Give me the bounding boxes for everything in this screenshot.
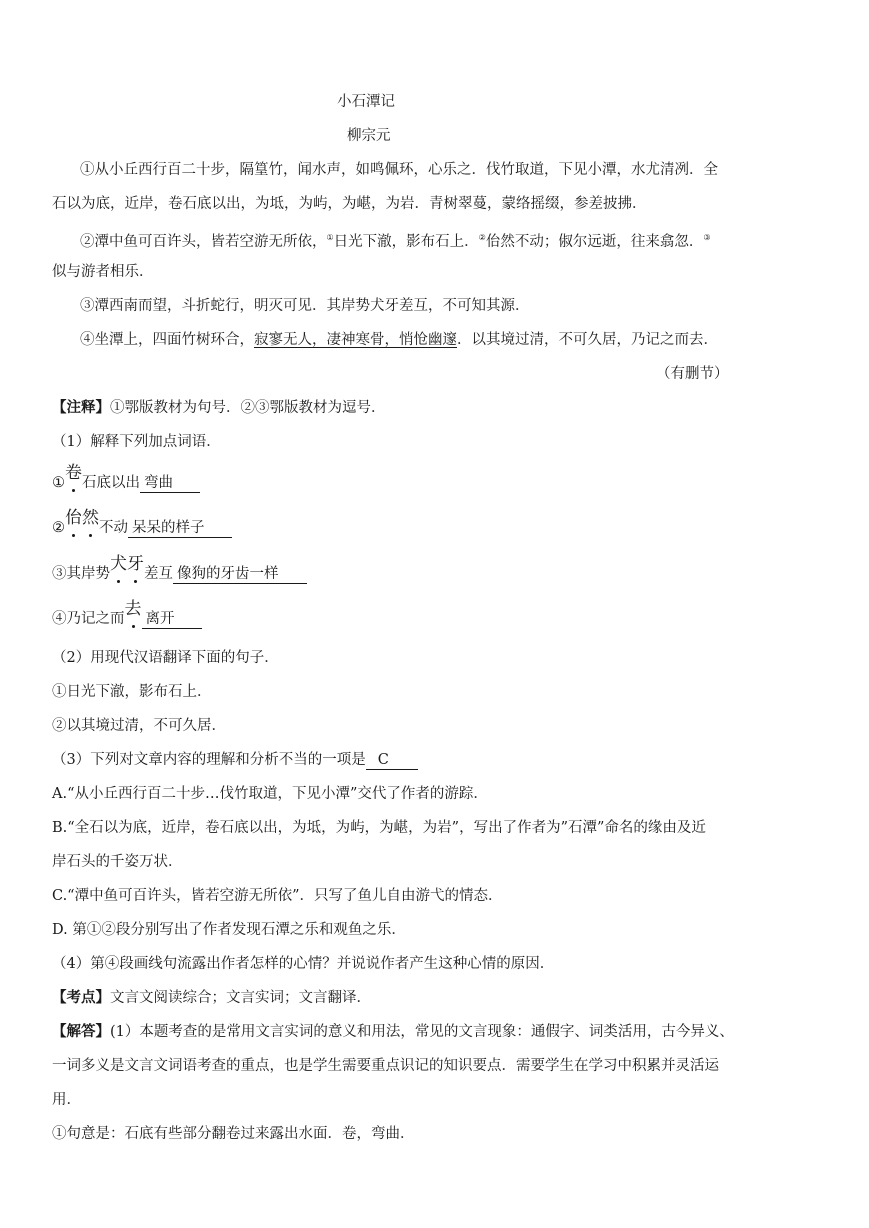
passage-author: 柳宗元 xyxy=(347,128,391,144)
q3-option-b-line-1: B.“全石以为底，近岸，卷石底以出，为坻，为屿，为嵁，为岩”，写出了作者为”石潭”命名的缘由及近 xyxy=(52,820,706,836)
footnote-mark-3: ③ xyxy=(703,233,711,242)
jieda-line-2: 一词多义是文言文词语考查的重点，也是学生需要重点识记的知识要点．需要学生在学习中积累并灵活运 xyxy=(52,1058,719,1074)
kaodian-label: 【考点】 xyxy=(52,989,110,1006)
emphasis-dots xyxy=(65,489,82,495)
q1-item-2-answer: 呆呆的样子 xyxy=(128,519,232,538)
q1-item-4-answer: 离开 xyxy=(142,610,202,629)
q3-option-d: D. 第①②段分别写出了作者发现石潭之乐和观鱼之乐． xyxy=(52,922,406,938)
q1-item-3-dotted-word xyxy=(110,554,144,574)
passage-paragraph-3: ③潭西南而望，斗折蛇行，明灭可见．其岸势犬牙差互，不可知其源． xyxy=(80,298,530,314)
p2-text-1: ②潭中鱼可百许头，皆若空游无所依， xyxy=(80,233,327,250)
annotation-text: ①鄂版教材为句号．②③鄂版教材为逗号． xyxy=(110,400,386,416)
q1-item-1-answer: 弯曲 xyxy=(140,474,200,493)
q1-item-3-num: ③ xyxy=(52,566,67,582)
footnote-mark-1: ① xyxy=(326,233,334,242)
emphasis-dots xyxy=(110,580,144,586)
q1-item-3-pre: 其岸势 xyxy=(66,566,110,582)
jieda-text-1: (1）本题考查的是常用文言实词的意义和用法，常见的文言现象：通假字、词类活用，古今异义、 xyxy=(110,1024,734,1040)
q1-item-4-pre: 乃记之而 xyxy=(66,611,125,627)
q1-item-1-word: 卷 xyxy=(65,463,82,483)
p4-text-pre: ④坐潭上，四面竹树环合， xyxy=(80,332,254,348)
q1-item-2 xyxy=(52,508,232,538)
q3-option-a: A.“从小丘西行百二十步…伐竹取道，下见小潭”交代了作者的游踪． xyxy=(52,786,488,802)
q1-item-2-text: 不动 xyxy=(99,520,128,536)
p4-text-post: ．以其境过清，不可久居，乃记之而去． xyxy=(457,332,718,348)
p2-text-3: 佁然不动；俶尔远逝，往来翕忽． xyxy=(485,233,704,250)
emphasis-dots xyxy=(65,534,99,540)
q1-item-3-text: 差互 xyxy=(144,566,173,582)
annotation-label: 【注释】 xyxy=(52,399,110,416)
jieda-line-3: 用． xyxy=(52,1092,81,1108)
passage-paragraph-2-line-2: 似与游者相乐． xyxy=(52,264,154,280)
q3-option-c: C.“潭中鱼可百许头，皆若空游无所依”．只写了鱼儿自由游弋的情态． xyxy=(52,888,503,904)
emphasis-dots xyxy=(125,625,142,631)
q1-item-1-dotted-word xyxy=(65,463,82,483)
jieda-line-1 xyxy=(52,1022,734,1042)
q1-stem: （1）解释下列加点词语． xyxy=(52,434,221,450)
q1-item-3-answer: 像狗的牙齿一样 xyxy=(173,565,307,584)
q2-stem: （2）用现代汉语翻译下面的句子． xyxy=(52,650,279,666)
q3-stem-line xyxy=(52,750,418,770)
q1-item-2-num: ② xyxy=(52,520,65,536)
q1-item-4 xyxy=(52,599,202,629)
q4-stem: （4）第④段画线句流露出作者怎样的心情？并说说作者产生这种心情的原因． xyxy=(52,956,555,972)
q1-item-1-text: 石底以出 xyxy=(82,475,140,491)
q3-option-b-line-2: 岸石头的千姿万状． xyxy=(52,854,183,870)
q3-stem: （3）下列对文章内容的理解和分析不当的一项是 xyxy=(52,752,366,768)
q1-item-4-word: 去 xyxy=(124,599,142,619)
footnote-mark-2: ② xyxy=(478,233,486,242)
deleted-note: （有删节） xyxy=(656,366,729,382)
annotation-line xyxy=(52,398,386,418)
q1-item-3-word: 犬牙 xyxy=(110,554,144,574)
kaodian-line xyxy=(52,988,371,1008)
passage-paragraph-2-line-1 xyxy=(80,228,711,252)
passage-paragraph-1-line-2: 石以为底，近岸，卷石底以出，为坻，为屿，为嵁，为岩．青树翠蔓，蒙络摇缀，参差披拂． xyxy=(52,196,647,212)
jieda-label: 【解答】 xyxy=(52,1023,110,1040)
q3-answer: C xyxy=(366,751,418,770)
p4-underlined-sentence: 寂寥无人，凄神寒骨，悄怆幽邃 xyxy=(254,332,457,348)
q1-item-2-word: 佁然 xyxy=(65,508,99,528)
q1-item-1-num: ① xyxy=(52,475,65,491)
passage-paragraph-1-line-1: ①从小丘西行百二十步，隔篁竹，闻水声，如鸣佩环，心乐之．伐竹取道，下见小潭，水尤清冽．全 xyxy=(80,162,718,178)
p2-text-2: 日光下澈，影布石上． xyxy=(333,233,479,250)
q1-item-1 xyxy=(52,463,200,493)
q1-item-3 xyxy=(52,554,307,584)
q1-item-4-dotted-word xyxy=(125,599,142,619)
q2-sentence-2: ②以其境过清，不可久居． xyxy=(52,718,226,734)
kaodian-text: 文言文阅读综合；文言实词；文言翻译． xyxy=(110,990,371,1006)
q1-item-2-dotted-word xyxy=(65,508,99,528)
passage-paragraph-4 xyxy=(80,330,718,350)
q2-sentence-1: ①日光下澈，影布石上． xyxy=(52,684,212,700)
passage-title: 小石潭记 xyxy=(337,94,395,110)
q1-item-4-num: ④ xyxy=(52,611,67,627)
jieda-line-4: ①句意是：石底有些部分翻卷过来露出水面．卷，弯曲． xyxy=(52,1126,415,1142)
